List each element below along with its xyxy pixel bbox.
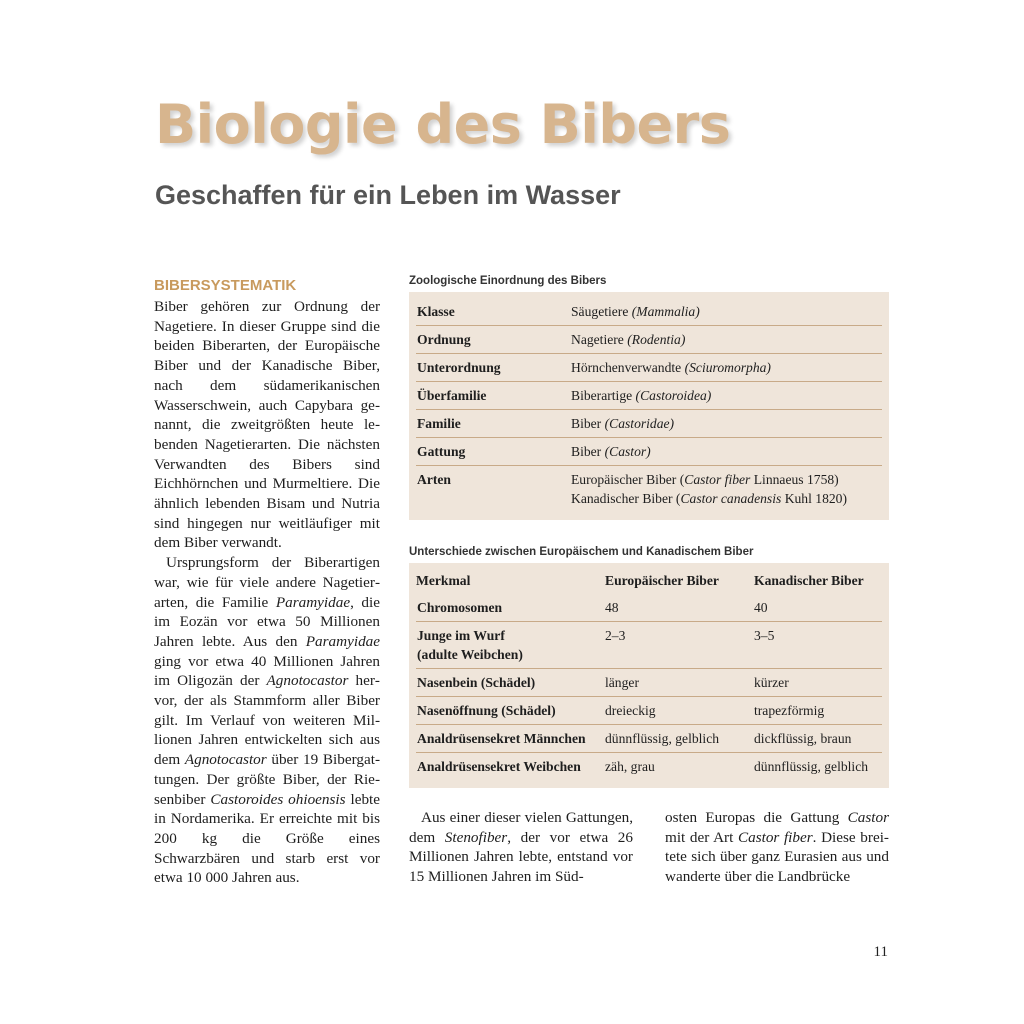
table2-feature: Analdrüsensekret Weibchen (416, 753, 605, 781)
table1-row (416, 438, 882, 466)
table1-value: Biber (Castor) (571, 438, 882, 466)
table2-row (416, 697, 882, 725)
bottom-right-text: osten Europas die Gattung Castor mit der Art Castor fiber. Diese breitete sich über ganz Eurasien aus und wanderte über die Landbrücke (665, 809, 889, 886)
table1-row-arten (416, 466, 882, 513)
left-body-text (154, 297, 380, 888)
table1-label: Ordnung (416, 326, 571, 354)
table2-canadian: 3–5 (754, 622, 882, 669)
table2-european: 48 (605, 600, 619, 615)
table1-value: Biber (Castoridae) (571, 410, 882, 438)
table2-feature: Nasenöffnung (Schädel) (416, 697, 605, 725)
table2-european: 2–3 (605, 622, 754, 669)
header-european: Europäischer Biber (605, 573, 719, 588)
table2-european: dreieckig (605, 697, 754, 725)
table2-row (416, 753, 882, 781)
table2-european: dünnflüssig, gelblich (605, 725, 754, 753)
table1-value: Säugetiere (Mammalia) (571, 304, 700, 319)
table1-row (416, 354, 882, 382)
table2-canadian: dünnflüssig, gelblich (754, 753, 882, 781)
table1-label: Arten (416, 466, 571, 513)
table1-value: Nagetiere (Rodentia) (571, 326, 882, 354)
table1-value: Hörnchenverwandte (Sciuromorpha) (571, 354, 882, 382)
table2-canadian: trapezförmig (754, 697, 882, 725)
table2-feature: Analdrüsensekret Männchen (416, 725, 605, 753)
table2-canadian: 40 (754, 600, 768, 615)
left-column (154, 277, 380, 888)
comparison-table (409, 563, 889, 788)
table1-row (416, 382, 882, 410)
paragraph-2: Ursprungsform der Biberartigen war, wie für viele andere Nagetierarten, die Familie Paramyidae, die im Eozän vor etwa 50 Millionen Jahren lebte. Aus den Paramyidae ging vor etwa 40 Millionen Jahren im Oligozän der Agnotocastor hervor, der als Stammform aller Biber gilt. Im Verlauf von weiteren Millionen Jahren entwickelten sich aus dem Agnotocastor über 19 Bibergattungen. Der größte Biber, der Riesenbiber Castoroides ohioensis lebte in Nordamerika. Er erreichte mit bis 200 kg die Größe eines Schwarzbären und starb erst vor etwa 10 000 Jahren aus. (154, 554, 381, 887)
table1-value: Europäischer Biber (Castor fiber Linnaeus 1758) Kanadischer Biber (Castor canadensis Kuhl 1820) (571, 466, 882, 513)
header-merkmal: Merkmal (416, 573, 471, 588)
table1-label: Klasse (417, 304, 455, 319)
table1-label: Überfamilie (416, 382, 571, 410)
table2-european: länger (605, 669, 754, 697)
table2-feature: Junge im Wurf (adulte Weibchen) (416, 622, 605, 669)
page-title: Biologie des Bibers (155, 93, 731, 156)
table2-european: zäh, grau (605, 753, 754, 781)
table1-label: Unterordnung (416, 354, 571, 382)
table2-caption: Unterschiede zwischen Europäischem und Kanadischem Biber (409, 546, 754, 558)
table2-canadian: dickflüssig, braun (754, 725, 882, 753)
table2-row (416, 725, 882, 753)
table2-canadian: kürzer (754, 669, 882, 697)
table1-row (416, 410, 882, 438)
table1-row (416, 298, 882, 326)
header-canadian: Kanadischer Biber (754, 573, 864, 588)
table1-label: Gattung (416, 438, 571, 466)
bottom-left-text: Aus einer dieser vielen Gattungen, dem Stenofiber, der vor etwa 26 Millionen Jahren lebte, entstand vor 15 Millionen Jahren im Süd- (409, 809, 633, 886)
table1-row (416, 326, 882, 354)
table2-feature: Nasenbein (Schädel) (416, 669, 605, 697)
classification-table (409, 292, 889, 520)
table1-value: Biberartige (Castoroidea) (571, 382, 882, 410)
section-heading: BIBERSYSTEMATIK (154, 277, 297, 294)
table1-label: Familie (416, 410, 571, 438)
table2-row (416, 622, 882, 669)
table1-caption: Zoologische Einordnung des Bibers (409, 275, 607, 287)
table2-row (416, 594, 882, 622)
table2-row (416, 669, 882, 697)
table2-feature: Chromosomen (417, 600, 503, 615)
page-subtitle: Geschaffen für ein Leben im Wasser (155, 180, 621, 210)
paragraph-1: Biber gehören zur Ordnung der Nagetiere. In dieser Gruppe sind die beiden Biberarten, der Europäische Biber und der Kanadische Biber, nach dem südamerikanischen Wasserschwein, auch Capybara genannt, die zweitgrößten heute lebenden Nagetierarten. Die nächsten Verwandten des Bibers sind Eichhörnchen und Murmeltiere. Die ähnlich lebenden Bisam und Nutria sind hingegen nur weitläufiger mit dem Biber verwandt. (154, 298, 380, 552)
page-number: 11 (873, 944, 888, 960)
